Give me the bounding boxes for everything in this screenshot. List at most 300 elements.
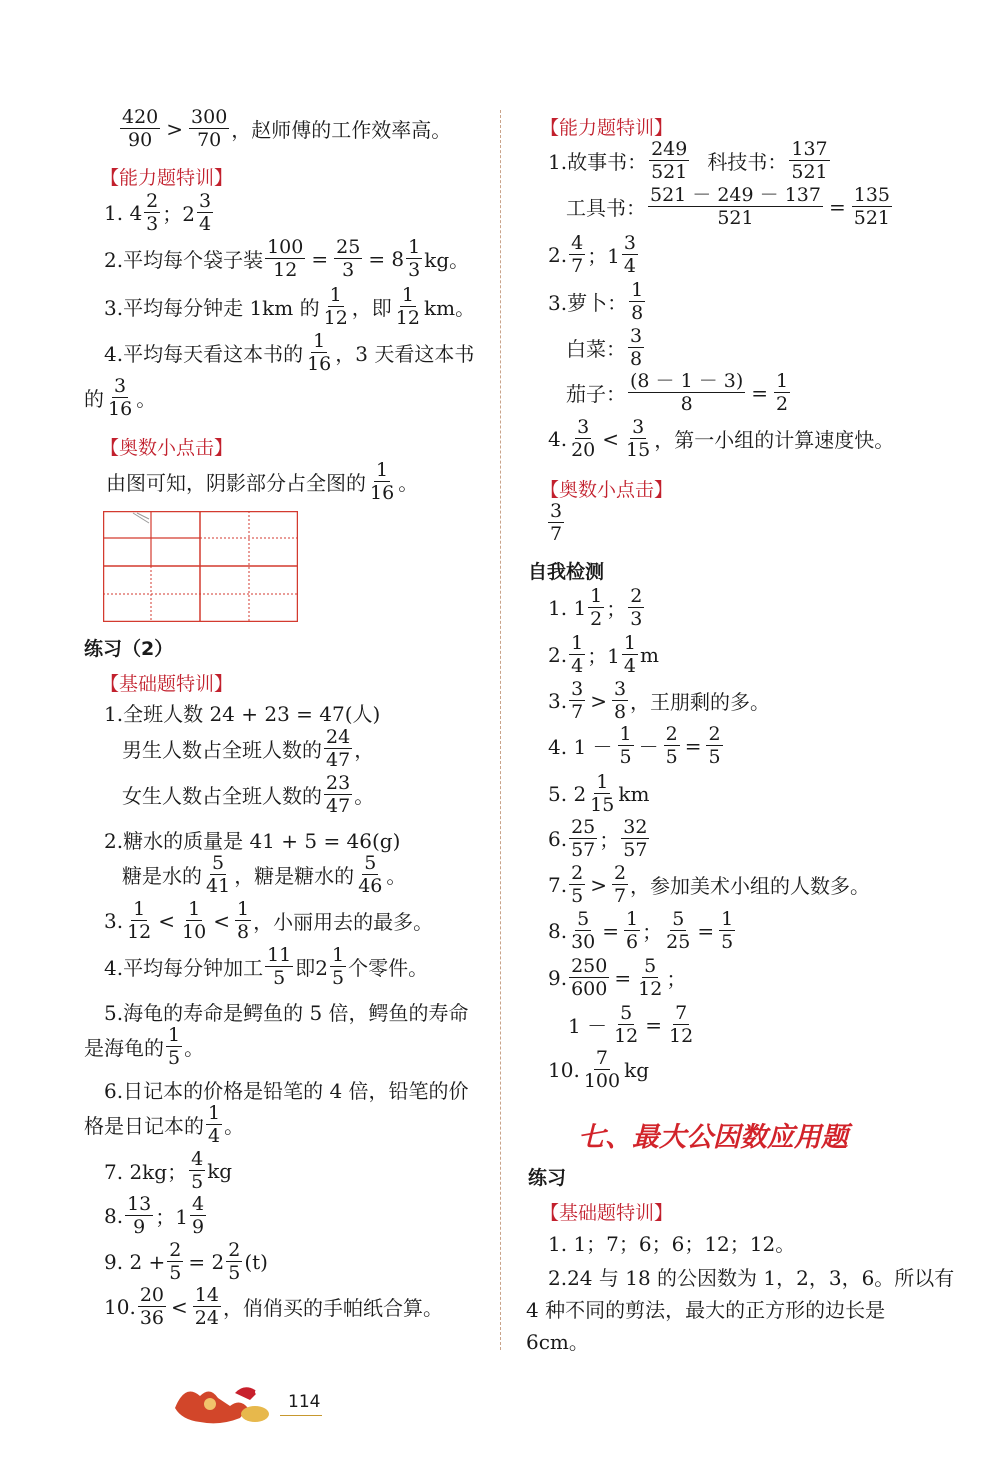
fraction: [622, 632, 638, 677]
answer-basic-6: [104, 1075, 469, 1104]
fraction-numerator: 13: [127, 1193, 152, 1215]
fraction: [204, 852, 232, 897]
fraction-numerator: 3: [199, 190, 212, 212]
fraction-numerator: 1: [626, 908, 639, 930]
section-tag-ability: 【能力题特训】: [100, 167, 234, 189]
answer-text: 3.萝卜：: [548, 291, 628, 315]
answer-text: 由图可知，阴影部分占全图的: [106, 471, 366, 495]
fraction-numerator: 7: [595, 1047, 608, 1069]
answer-text: <: [602, 426, 620, 451]
answer-basic-6-cont: [84, 1102, 244, 1147]
section-title-practice: 练习: [528, 1167, 567, 1189]
fraction-denominator: 7: [571, 701, 584, 723]
answer-text: 3.: [548, 688, 568, 713]
fraction: [324, 726, 352, 771]
answer-text: 。: [224, 1114, 245, 1138]
fraction-denominator: 100: [583, 1070, 621, 1092]
fraction: [138, 1284, 166, 1329]
fraction-numerator: (8 － 1 － 3): [630, 370, 744, 392]
fraction-denominator: 2: [590, 608, 603, 630]
answer-text: 2.: [548, 242, 568, 267]
fraction: [193, 1284, 221, 1329]
answer-basic-2-cont: [122, 852, 406, 897]
answer-text: km。: [423, 296, 476, 320]
fraction-numerator: 1: [168, 1024, 181, 1046]
answer-text: 2.糖水的质量是 41 + 5 = 46(g): [104, 829, 401, 853]
fraction-denominator: 521: [651, 161, 688, 183]
answer-self-6: [548, 816, 651, 861]
fraction: [368, 459, 396, 504]
fraction: [569, 232, 585, 277]
answer-text: =: [751, 380, 769, 405]
answer-text: 2.24 与 18 的公因数为 1，2，3，6。所以有: [548, 1266, 955, 1290]
fraction: [197, 190, 213, 235]
fraction-denominator: 2: [776, 393, 789, 415]
fraction-denominator: 5: [619, 746, 632, 768]
answer-basic-1: [104, 698, 380, 727]
answer-text: 3.平均每分钟走 1km 的: [104, 296, 320, 320]
fraction-denominator: 8: [630, 348, 643, 370]
fraction-denominator: 8: [237, 921, 250, 943]
answer-ability-2: [104, 236, 469, 281]
answer-text: ；1: [155, 1205, 189, 1229]
answer-text: 9. 2 +: [104, 1249, 166, 1274]
fraction-numerator: 3: [577, 416, 590, 438]
fraction: [569, 678, 585, 723]
answer-text: 格是日记本的: [84, 1114, 204, 1138]
answer-text: ，即: [351, 296, 392, 320]
answer-text: ；: [642, 920, 663, 944]
fraction-denominator: 600: [571, 978, 608, 1000]
fraction: [265, 236, 305, 281]
fraction-numerator: 2: [708, 723, 721, 745]
answer-text: 2.平均每个袋子装: [104, 248, 264, 272]
fraction: [226, 1239, 242, 1284]
answer-text: m: [640, 642, 659, 667]
answer-text: 是海龟的: [84, 1036, 164, 1060]
fraction-numerator: 1: [133, 898, 146, 920]
fraction-denominator: 5: [273, 967, 286, 989]
answer-text: 。: [398, 471, 419, 495]
answer-text: 6.日记本的价格是铅笔的 4 倍，铅笔的价: [104, 1079, 469, 1103]
fraction: [394, 284, 422, 329]
answer-ability-r3-cabbage: [566, 325, 646, 370]
answer-text: 4.平均每天看这本书的: [104, 342, 304, 366]
fraction-denominator: 521: [717, 207, 754, 229]
fraction-denominator: 5: [228, 1262, 241, 1284]
answer-ability-r3: [548, 279, 647, 324]
fraction: [664, 723, 680, 768]
answer-text: 1. 1: [548, 595, 587, 620]
footer-rule: [280, 1415, 322, 1416]
fraction-denominator: 24: [194, 1307, 219, 1329]
fraction: [667, 1002, 695, 1047]
fraction-numerator: 2: [169, 1239, 182, 1261]
fraction-denominator: 90: [128, 129, 153, 151]
answer-text: ，赵师傅的工作效率高。: [231, 118, 452, 142]
answer-text: 1. 1；7；6；6；12；12。: [548, 1232, 796, 1256]
fraction-numerator: 2: [630, 585, 643, 607]
answer-text: kg。: [424, 248, 470, 272]
fraction-denominator: 12: [323, 307, 348, 329]
fraction-numerator: 1: [571, 632, 584, 654]
fraction-numerator: 1: [408, 236, 421, 258]
fraction-numerator: 1: [237, 898, 250, 920]
fraction: [569, 955, 609, 1000]
section-tag-ability-right: 【能力题特训】: [540, 117, 674, 139]
fraction-denominator: 3: [146, 213, 159, 235]
fraction-denominator: 5: [721, 931, 734, 953]
answer-text: 10.: [548, 1057, 580, 1082]
answer-text: = 8: [368, 246, 405, 271]
fraction: [624, 416, 652, 461]
fraction-numerator: 1: [332, 944, 345, 966]
fraction-denominator: 6: [626, 931, 639, 953]
answer-text: ；: [606, 597, 627, 621]
answer-text: =: [602, 918, 620, 943]
answer-self-2: [548, 632, 659, 677]
fraction-denominator: 12: [273, 259, 298, 281]
answer-ability-r2: [548, 232, 640, 277]
answer-text: ，小丽用去的最多。: [253, 910, 434, 934]
answer-text: 女生人数占全班人数的: [122, 784, 322, 808]
answer-text: ，: [354, 738, 375, 762]
answer-practice-2: [548, 1262, 954, 1291]
answer-ability-1: [104, 190, 215, 235]
answer-self-7: [548, 862, 870, 907]
fraction-denominator: 8: [631, 302, 644, 324]
fraction: [706, 723, 722, 768]
answer-text: <: [213, 908, 230, 933]
fraction-denominator: 4: [208, 1125, 221, 1147]
answer-text: km: [618, 781, 650, 806]
answer-practice-1: [548, 1228, 795, 1257]
answer-text: 即2: [295, 956, 329, 980]
fraction-numerator: 250: [571, 955, 608, 977]
fraction-denominator: 12: [638, 978, 663, 1000]
answer-basic-5-cont: [84, 1024, 204, 1069]
answer-ability-3: [104, 284, 475, 329]
answer-text: 8.: [548, 918, 568, 943]
answer-text: ，第一小组的计算速度快。: [654, 428, 895, 452]
fraction: [106, 375, 134, 420]
mascot-logo-icon: [170, 1378, 280, 1428]
answer-text: 7. 2kg；: [104, 1160, 188, 1184]
fraction-denominator: 521: [853, 207, 890, 229]
fraction-denominator: 7: [550, 523, 563, 545]
fraction-numerator: 420: [122, 106, 159, 128]
fraction-denominator: 5: [708, 746, 721, 768]
answer-text: ；: [666, 967, 687, 991]
fraction-numerator: 2: [613, 862, 627, 884]
answer-text: >: [590, 688, 607, 713]
fraction-denominator: 10: [182, 921, 207, 943]
fraction-numerator: 4: [571, 232, 584, 254]
answer-text: 8.: [104, 1203, 124, 1228]
fraction-denominator: 46: [358, 875, 383, 897]
fraction-denominator: 16: [108, 398, 133, 420]
fraction-numerator: 1: [313, 330, 326, 352]
fraction: [569, 908, 597, 953]
fraction: [144, 190, 160, 235]
fraction: [189, 1148, 205, 1193]
fraction-denominator: 521: [791, 161, 828, 183]
answer-practice-2-cont2: [526, 1326, 589, 1355]
answer-basic-1-boys: [122, 726, 374, 771]
fraction-denominator: 15: [626, 439, 651, 461]
fraction: [569, 816, 597, 861]
fraction: [324, 772, 352, 817]
fraction-numerator: 1: [776, 370, 789, 392]
answer-text: 个零件。: [348, 956, 429, 980]
fraction-denominator: 7: [613, 885, 627, 907]
fraction: [166, 1024, 182, 1069]
answer-basic-2: [104, 825, 400, 854]
answer-text: 5.海龟的寿命是鳄鱼的 5 倍，鳄鱼的寿命: [104, 1001, 469, 1025]
fraction-numerator: 32: [623, 816, 648, 838]
fraction: [235, 898, 251, 943]
fraction-numerator: 4: [192, 1193, 205, 1215]
answer-text: =: [697, 918, 715, 943]
answer-text: ；: [599, 828, 620, 852]
answer-text: ，3 天看这本书: [335, 342, 475, 366]
fraction: [330, 944, 346, 989]
answer-text: 2.: [548, 642, 568, 667]
fraction-numerator: 3: [550, 500, 563, 522]
fraction-numerator: 4: [191, 1148, 204, 1170]
fraction-denominator: 4: [623, 655, 637, 677]
fraction: [125, 898, 153, 943]
answer-self-4: [548, 723, 725, 768]
answer-text: =: [614, 965, 632, 990]
fraction-numerator: 1: [329, 284, 342, 306]
fraction-numerator: 11: [267, 944, 292, 966]
answer-ability-4: [104, 330, 474, 375]
fraction-numerator: 25: [571, 816, 596, 838]
fraction: [582, 1047, 622, 1092]
fraction-denominator: 47: [326, 749, 351, 771]
fraction-numerator: 135: [853, 184, 890, 206]
answer-self-1: [548, 585, 646, 630]
fraction-denominator: 5: [168, 1047, 181, 1069]
fraction-numerator: 3: [114, 375, 127, 397]
fraction-denominator: 5: [571, 885, 584, 907]
section-title-practice-2: 练习（2）: [84, 638, 174, 660]
answer-ability-r3-eggplant: [566, 370, 792, 415]
page-number: 114: [288, 1392, 321, 1412]
fraction: [852, 184, 892, 229]
fraction-numerator: 1: [401, 284, 414, 306]
fraction: [569, 632, 585, 677]
answer-text: 。: [354, 784, 375, 808]
answer-text: <: [171, 1294, 188, 1319]
fraction-numerator: 5: [577, 908, 590, 930]
answer-text: >: [166, 116, 184, 141]
fraction-denominator: 4: [623, 255, 637, 277]
fraction-denominator: 8: [680, 393, 693, 415]
fraction-denominator: 12: [614, 1025, 639, 1047]
fraction: [120, 106, 160, 151]
answer-basic-8: [104, 1193, 208, 1238]
fraction-denominator: 3: [630, 608, 643, 630]
answer-text: 1. 4: [104, 200, 143, 225]
fraction-numerator: 249: [651, 138, 688, 160]
fraction-denominator: 20: [571, 439, 596, 461]
fraction-numerator: 1: [590, 585, 603, 607]
column-divider: [500, 110, 501, 1350]
fraction: [719, 908, 735, 953]
fraction: [265, 944, 293, 989]
answer-text: 工具书：: [566, 196, 646, 220]
fraction-numerator: 3: [632, 416, 645, 438]
fraction-denominator: 5: [169, 1262, 182, 1284]
answer-text: = 2: [188, 1249, 225, 1274]
answer-self-9-cont: [568, 1002, 697, 1047]
fraction-numerator: 3: [571, 678, 584, 700]
answer-text: ，参加美术小组的人数多。: [630, 874, 871, 898]
fraction: [189, 106, 229, 151]
fraction: [305, 330, 333, 375]
fraction-numerator: 1: [619, 723, 632, 745]
fraction-denominator: 15: [590, 794, 615, 816]
answer-text: 。: [184, 1036, 205, 1060]
answer-text: 9.: [548, 965, 568, 990]
answer-text: =: [828, 194, 846, 219]
shaded-grid-figure: [103, 511, 298, 622]
efficiency-comparison: [118, 106, 451, 151]
answer-text: ，王朋剩的多。: [630, 690, 771, 714]
answer-basic-3: [104, 898, 433, 943]
fraction-numerator: 1: [376, 459, 389, 481]
fraction-numerator: 1: [188, 898, 201, 920]
fraction-numerator: 1: [631, 279, 644, 301]
fraction-numerator: 1: [596, 771, 609, 793]
fraction-numerator: 7: [675, 1002, 688, 1024]
answer-text: 科技书：: [707, 150, 788, 174]
fraction-denominator: 57: [571, 839, 596, 861]
section-tag-basic: 【基础题特训】: [100, 673, 234, 695]
fraction-denominator: 12: [669, 1025, 694, 1047]
fraction: [206, 1102, 222, 1147]
fraction: [167, 1239, 183, 1284]
fraction-denominator: 30: [571, 931, 596, 953]
fraction-denominator: 5: [191, 1171, 204, 1193]
fraction-denominator: 3: [342, 259, 355, 281]
fraction: [774, 370, 790, 415]
fraction-numerator: 521 － 249 － 137: [650, 184, 821, 206]
fraction: [622, 232, 638, 277]
answer-text: 1.故事书：: [548, 150, 648, 174]
answer-basic-9: [104, 1239, 268, 1284]
fraction-denominator: 16: [370, 482, 395, 504]
answer-text: <: [158, 908, 176, 933]
fraction-numerator: 100: [267, 236, 304, 258]
answer-text: >: [590, 872, 607, 897]
answer-text: 5. 2: [548, 781, 587, 806]
fraction-denominator: 36: [139, 1307, 164, 1329]
answer-text: 6.: [548, 826, 568, 851]
section-tag-basic-right: 【基础题特训】: [540, 1202, 674, 1224]
answer-text: 3.: [104, 908, 124, 933]
fraction-denominator: 41: [206, 875, 231, 897]
answer-self-10: [548, 1047, 649, 1092]
answer-basic-5: [104, 997, 469, 1026]
answer-text: －: [638, 735, 659, 759]
fraction-numerator: 5: [212, 852, 225, 874]
answer-text: 的: [84, 387, 104, 411]
fraction-denominator: 12: [127, 921, 152, 943]
answer-text: 糖是水的: [122, 864, 202, 888]
fraction: [612, 862, 628, 907]
answer-text: 男生人数占全班人数的: [122, 738, 322, 762]
fraction-numerator: 2: [228, 1239, 241, 1261]
fraction-denominator: 9: [192, 1216, 205, 1238]
answer-text: 。: [136, 387, 157, 411]
fraction: [356, 852, 384, 897]
fraction-numerator: 3: [630, 325, 643, 347]
answer-text: ；2: [162, 202, 195, 226]
answer-text: =: [645, 1012, 663, 1037]
answer-basic-1-girls: [122, 772, 374, 817]
fraction-numerator: 25: [336, 236, 361, 258]
fraction-numerator: 3: [623, 232, 637, 254]
fraction: [789, 138, 829, 183]
answer-practice-2-cont: [526, 1294, 885, 1323]
fraction: [628, 325, 644, 370]
answer-text: 4.平均每分钟加工: [104, 956, 264, 980]
answer-text: 1 －: [568, 1014, 608, 1038]
answer-self-5: [548, 771, 649, 816]
answer-text: =: [311, 246, 329, 271]
fraction: [624, 908, 640, 953]
answer-basic-10: [104, 1284, 443, 1329]
fraction: [588, 585, 604, 630]
answer-ability-r1: [548, 138, 832, 183]
answer-text: 茄子：: [566, 382, 626, 406]
fraction: [648, 184, 823, 229]
fraction-numerator: 23: [326, 772, 351, 794]
fraction-denominator: 25: [666, 931, 691, 953]
answer-text: =: [684, 733, 702, 758]
fraction: [548, 500, 564, 545]
answer-self-8: [548, 908, 737, 953]
answer-self-9: [548, 955, 686, 1000]
fraction: [636, 955, 664, 1000]
fraction-numerator: 5: [620, 1002, 633, 1024]
answer-ability-r1-tools: [566, 184, 894, 229]
fraction-denominator: 8: [613, 701, 627, 723]
answer-text: ；1: [587, 644, 620, 668]
fraction: [569, 416, 597, 461]
fraction-numerator: 3: [613, 678, 627, 700]
answer-text: kg: [207, 1158, 233, 1183]
answer-text: ；1: [587, 244, 620, 268]
answer-ability-r4: [548, 416, 894, 461]
fraction-denominator: 16: [307, 353, 332, 375]
answer-text: kg: [624, 1057, 649, 1082]
fraction: [322, 284, 350, 329]
fraction: [618, 723, 634, 768]
answer-basic-7: [104, 1148, 232, 1193]
fraction: [406, 236, 422, 281]
answer-text: 。: [386, 864, 407, 888]
fraction: [628, 585, 644, 630]
fraction-denominator: 3: [408, 259, 421, 281]
fraction: [180, 898, 208, 943]
fraction-numerator: 14: [194, 1284, 219, 1306]
answer-olympiad: [106, 459, 418, 504]
fraction-numerator: 300: [191, 106, 228, 128]
